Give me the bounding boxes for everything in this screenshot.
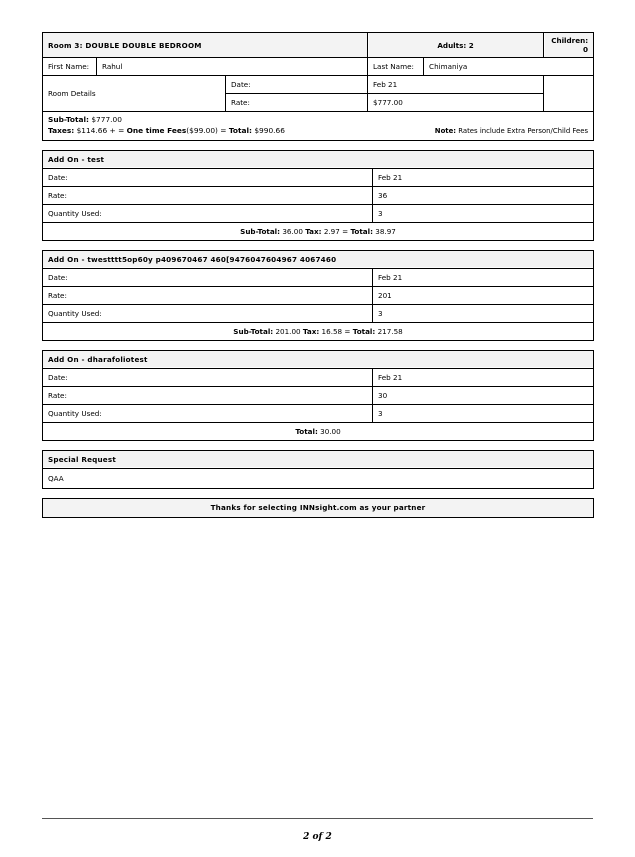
page-number: 2 of 2 (303, 832, 332, 842)
addon-2-qty-label: Quantity Used: (43, 304, 373, 322)
addon-2-subtotal-label: Sub-Total: (233, 326, 274, 336)
addon-3-rate-label: Rate: (43, 386, 373, 404)
room-plus-sign: + (109, 126, 116, 136)
special-request-header-row (43, 450, 594, 468)
addon-3-qty-row (43, 404, 594, 422)
addon-2-rate-label: Rate: (43, 286, 373, 304)
addon-2-qty-value: 3 (373, 304, 594, 322)
addon-3-date-row (43, 368, 594, 386)
addon-1-qty-row (43, 204, 594, 222)
room-note-label: Note: (434, 126, 457, 135)
room-note (435, 127, 588, 136)
addon-2-equals: = (344, 326, 351, 336)
addon-3-total-value: 30.00 (320, 426, 341, 436)
addon-2-date-value: Feb 21 (373, 268, 594, 286)
addon-2-header-row (43, 250, 594, 268)
addon-1-tax-label: Tax: (305, 226, 322, 236)
room-adults: Adults: 2 (368, 33, 544, 58)
addon-3-rate-value: 30 (373, 386, 594, 404)
addon-2-rate-value: 201 (373, 286, 594, 304)
addon-1-subtotal-label: Sub-Total: (240, 226, 281, 236)
addon-3-summary (43, 422, 594, 440)
room-taxes-label: Taxes: (48, 126, 75, 136)
room-equals-two: = (220, 126, 227, 136)
thanks-block (42, 498, 594, 518)
addon-3-title: Add On - dharafoliotest (43, 350, 594, 368)
room-title: Room 3: DOUBLE DOUBLE BEDROOM (43, 33, 368, 58)
addon-3-qty-value: 3 (373, 404, 594, 422)
room-children: Children: 0 (544, 33, 594, 58)
spacer (42, 141, 593, 150)
special-request-block (42, 450, 594, 489)
room-details-rate-label: Rate: (226, 94, 368, 112)
room-totals-cell (43, 112, 594, 141)
room-total-value: $990.66 (254, 126, 285, 136)
addon-2-total-label: Total: (352, 326, 376, 336)
room-equals-one: = (118, 126, 125, 136)
last-name-label: Last Name: (368, 58, 424, 76)
thanks-text: Thanks for selecting INNsight.com as your partner (43, 498, 594, 517)
room-onetime-label: One time Fees (126, 126, 187, 136)
special-request-value-row (43, 468, 594, 488)
addon-2-summary (43, 322, 594, 340)
room-total-label: Total: (228, 126, 252, 136)
room-header-row (43, 33, 594, 58)
room-details-label: Room Details (43, 76, 226, 112)
addon-3-total-label: Total: (295, 426, 318, 436)
addon-1-rate-label: Rate: (43, 186, 373, 204)
addon-3-date-value: Feb 21 (373, 368, 594, 386)
addon-3-date-label: Date: (43, 368, 373, 386)
special-request-value: QAA (43, 468, 594, 488)
addon-1-total-label: Total: (350, 226, 373, 236)
room-subtotal-label: Sub-Total: (48, 115, 89, 124)
addon-1-date-value: Feb 21 (373, 168, 594, 186)
addon-1-summary (43, 222, 594, 240)
room-note-text: Rates include Extra Person/Child Fees (458, 126, 589, 135)
addon-1-header-row (43, 150, 594, 168)
addon-3-qty-label: Quantity Used: (43, 404, 373, 422)
addon-1-rate-row (43, 186, 594, 204)
addon-1-equals: = (342, 226, 349, 236)
room-subtotal-value: $777.00 (91, 115, 122, 124)
spacer (42, 341, 593, 350)
addon-1-date-row (43, 168, 594, 186)
addon-2-tax-value: 16.58 (321, 326, 343, 336)
addon-1-date-label: Date: (43, 168, 373, 186)
addon-block-2 (42, 250, 594, 341)
addon-2-tax-label: Tax: (302, 326, 320, 336)
room-details-date-row (43, 76, 594, 94)
addon-3-rate-row (43, 386, 594, 404)
spacer (42, 441, 593, 450)
room-totals-row (43, 112, 594, 141)
addon-2-total-value: 217.58 (377, 326, 403, 336)
first-name-value: Rahul (97, 58, 368, 76)
addon-block-1 (42, 150, 594, 241)
addon-1-summary-row (43, 222, 594, 240)
room-block (42, 32, 594, 141)
addon-1-rate-value: 36 (373, 186, 594, 204)
room-onetime-value: ($99.00) (186, 126, 218, 136)
spacer (42, 241, 593, 250)
room-details-date-value: Feb 21 (368, 76, 544, 94)
addon-3-header-row (43, 350, 594, 368)
addon-1-tax-value: 2.97 (323, 226, 340, 236)
addon-1-qty-label: Quantity Used: (43, 204, 373, 222)
addon-1-title: Add On - test (43, 150, 594, 168)
room-subtotal-line (48, 115, 588, 124)
room-taxes-value: $114.66 (76, 126, 108, 136)
addon-2-date-label: Date: (43, 268, 373, 286)
addon-2-qty-row (43, 304, 594, 322)
addon-2-rate-row (43, 286, 594, 304)
addon-2-summary-row (43, 322, 594, 340)
addon-block-3 (42, 350, 594, 441)
room-details-date-label: Date: (226, 76, 368, 94)
guest-name-row (43, 58, 594, 76)
last-name-value: Chimaniya (424, 58, 594, 76)
room-details-spacer (544, 76, 594, 112)
addon-2-title: Add On - twestttt5op60y p409670467 460[9476047604967 4067460 (43, 250, 594, 268)
special-request-title: Special Request (43, 450, 594, 468)
room-details-rate-value: $777.00 (368, 94, 544, 112)
addon-2-date-row (43, 268, 594, 286)
addon-2-subtotal-value: 201.00 (275, 326, 301, 336)
spacer (42, 489, 593, 498)
folio-content (42, 32, 593, 518)
first-name-label: First Name: (43, 58, 97, 76)
addon-1-subtotal-value: 36.00 (282, 226, 303, 236)
addon-1-qty-value: 3 (373, 204, 594, 222)
page-footer (42, 818, 593, 843)
addon-1-total-value: 38.97 (375, 226, 396, 236)
thanks-row (43, 498, 594, 517)
addon-3-summary-row (43, 422, 594, 440)
